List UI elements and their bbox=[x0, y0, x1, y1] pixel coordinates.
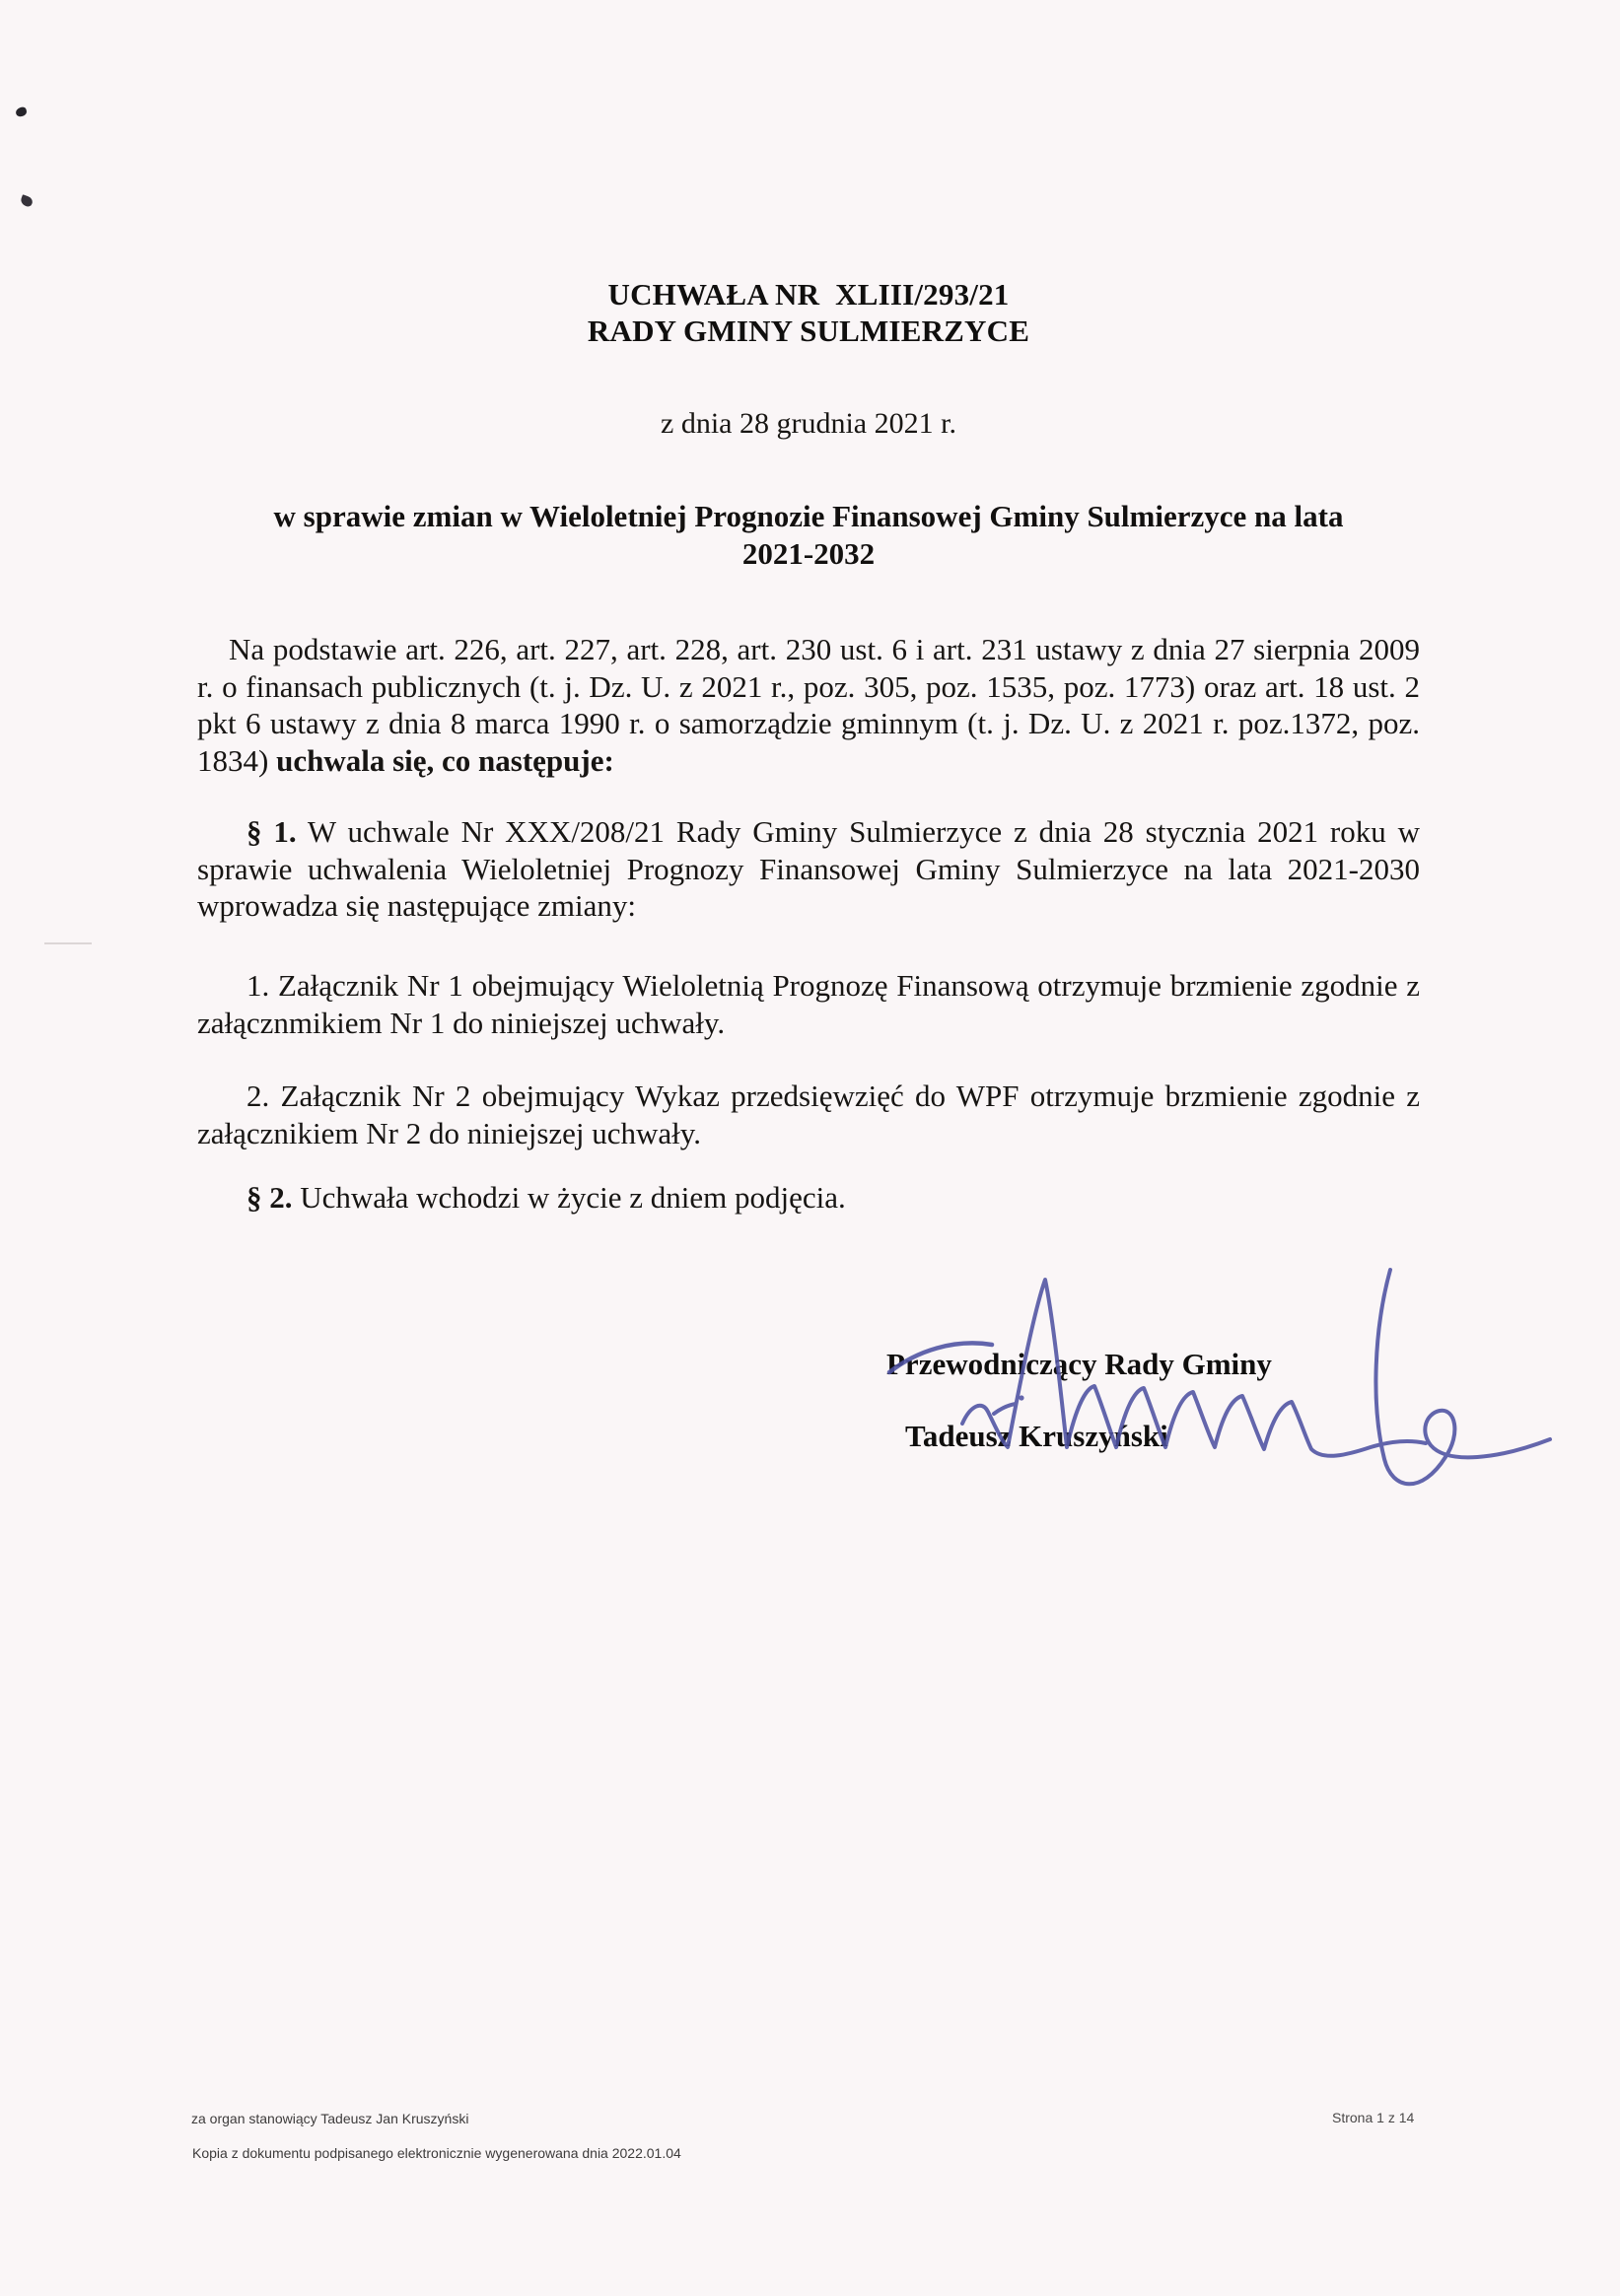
scan-artifact-speck bbox=[15, 106, 28, 118]
section-1-marker: § 1. bbox=[247, 814, 297, 849]
subject-heading bbox=[197, 498, 1420, 573]
subject-line-1: w sprawie zmian w Wieloletniej Prognozie Finansowej Gminy Sulmierzyce na lata bbox=[273, 499, 1344, 533]
council-name-heading: RADY GMINY SULMIERZYCE bbox=[587, 313, 1030, 348]
section-1-paragraph bbox=[197, 813, 1420, 925]
section-1-text: W uchwale Nr XXX/208/21 Rady Gminy Sulmierzyce z dnia 28 stycznia 2021 roku w sprawie uchwalenia Wieloletniej Prognozy Finansowej Gminy Sulmierzyce na lata 2021-2030 wprowadza się następujące zmiany: bbox=[197, 814, 1420, 923]
legal-basis-paragraph bbox=[197, 631, 1420, 779]
legal-basis-text: Na podstawie art. 226, art. 227, art. 228, art. 230 ust. 6 i art. 231 ustawy z dnia 27 sierpnia 2009 r. o finansach publicznych (t. j. Dz. U. z 2021 r., poz. 305, poz. 1535, poz. 1773) oraz art. 18 ust. 2 pkt 6 ustawy z dnia 8 marca 1990 r. o samorządzie gminnym (t. j. Dz. U. z 2021 r. poz.1372, poz. 1834) bbox=[197, 632, 1420, 778]
footer-copy-note: Kopia z dokumentu podpisanego elektronicznie wygenerowana dnia 2022.01.04 bbox=[192, 2145, 681, 2161]
section-2-text: Uchwała wchodzi w życie z dniem podjęcia. bbox=[292, 1180, 846, 1215]
scan-artifact-speck bbox=[20, 194, 35, 208]
legal-basis-bold-tail: uchwala się, co następuje: bbox=[276, 742, 614, 778]
signer-role: Przewodniczący Rady Gminy bbox=[886, 1347, 1272, 1381]
subject-line-2: 2021-2032 bbox=[741, 536, 876, 571]
resolution-number-heading: UCHWAŁA NR XLIII/293/21 bbox=[607, 277, 1010, 312]
list-item-1-text: 1. Załącznik Nr 1 obejmujący Wieloletnią Prognozę Finansową otrzymuje brzmienie zgodnie z załącznmikiem Nr 1 do niniejszej uchwały. bbox=[197, 968, 1420, 1040]
list-item-2 bbox=[197, 1078, 1420, 1151]
section-2-paragraph bbox=[197, 1179, 1420, 1217]
footer-signatory-note: za organ stanowiący Tadeusz Jan Kruszyński bbox=[191, 2111, 469, 2126]
section-2-marker: § 2. bbox=[247, 1180, 293, 1215]
signer-name: Tadeusz Kruszyński bbox=[905, 1419, 1168, 1453]
scan-artifact-line bbox=[44, 942, 92, 944]
resolution-date: z dnia 28 grudnia 2021 r. bbox=[661, 407, 956, 440]
list-item-1 bbox=[197, 967, 1420, 1041]
page-number-indicator: Strona 1 z 14 bbox=[1332, 2110, 1415, 2125]
list-item-2-text: 2. Załącznik Nr 2 obejmujący Wykaz przedsięwzięć do WPF otrzymuje brzmienie zgodnie z załącznikiem Nr 2 do niniejszej uchwały. bbox=[197, 1078, 1420, 1150]
